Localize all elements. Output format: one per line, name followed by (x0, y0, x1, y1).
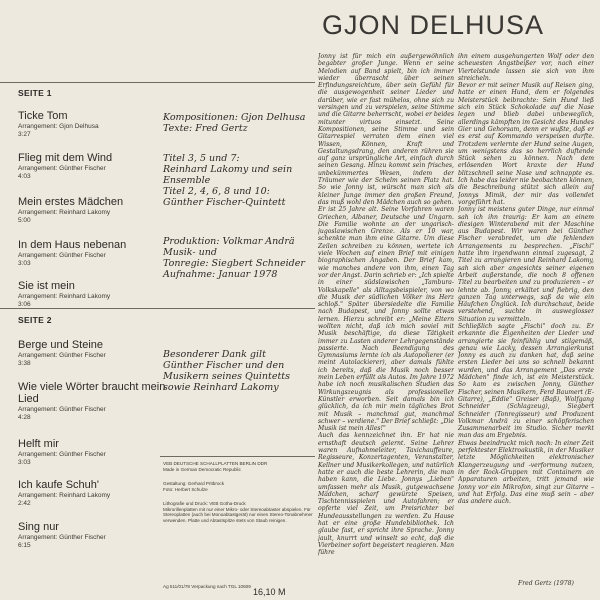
track-duration: 6:15 (18, 542, 31, 549)
recording-date: Aufnahme: Januar 1978 (163, 269, 278, 280)
artist-title: GJON DELHUSA (322, 10, 545, 40)
liner-signature: Fred Gertz (1978) (518, 580, 574, 587)
track-title: In dem Haus nebenan (18, 239, 127, 251)
track-title: Flieg mit dem Wind (18, 152, 113, 164)
liner-paragraph: Er ist 25 Jahre alt. Seine Vorfahren waren Griechen, Albaner, Deutsche und Ungarn. Die Familie wohnte an der ungarisch-jugoslawischen Grenze. Als er 10 war, schenkte man ihm eine Gitarre. Um diese Zeilen schreiben zu können, wertete ich viele Wochen auf einen Brief mit einigen biographischen Angaben. Der Brief kam, wie manches andere von ihm, einen Tag vor der Angst. Darin schrieb er: „Ich spielte in einer südslawischen „Tambura-Volkskapelle" als Alltagsbeispieler, von wo die Musik der südlichen Völker ins Herz schloß." Später übersiedelte die Familie nach Budapest, und Jonny sollte etwas lernen. Hierzu schreibt er: „Meine Eltern wollten nicht, daß ich mich soviel mit Musik beschäftige, da diese Tätigkeit immer zu Lasten anderer Lehrgegenstände passierte. Nach Beendigung des Gymnasiums lernte ich als Autopolierer (er meint Autolackierer), aber damals fühlte ich bereits, daß die Musik noch besser mein Leben erfüllt als Autos. Im Jahre 1972 habe ich noch musikalischen Studien das Wirkungszeugnis als professioneller Künstler erworben. Seit damals bin ich glücklich, da ich mir mein tägliches Brot mit Musik – manchmal gut, manchmal schwer – verdiene." Der Brief schließt: „Die Musik ist mein Alles!" (318, 206, 454, 433)
sound-engineer: Tonregie: Siegbert Schneider (163, 258, 305, 269)
track-arranger: Arrangement: Reinhard Lakomy (18, 293, 111, 300)
track-duration: 5:00 (18, 217, 31, 224)
divider-top (0, 82, 315, 83)
special-thanks: Besonderer Dank gilt Günther Fischer und den Musikern seines Quintetts sowie Reinhard Lakomy (163, 349, 291, 393)
track-arranger: Arrangement: Günther Fischer (18, 406, 106, 413)
track-arranger: Arrangement: Gjon Delhusa (18, 123, 99, 130)
track-duration: 4:03 (18, 173, 31, 180)
track-duration: 3:03 (18, 260, 31, 267)
track-item (18, 196, 163, 225)
track-item (18, 280, 163, 309)
track-item (18, 152, 163, 181)
titles-a-artist: Reinhard Lakomy und sein Ensemble (163, 164, 293, 186)
track-item (18, 438, 163, 467)
liner-notes-column-1 (318, 53, 454, 598)
track-duration: 3:38 (18, 360, 31, 367)
track-title: Berge und Steine (18, 339, 104, 351)
track-title: Wie viele Wörter braucht mein Lied (18, 381, 166, 405)
track-arranger: Arrangement: Reinhard Lakomy (18, 209, 111, 216)
photo-credit: Foto: Herbert Schulze (163, 486, 208, 492)
catalog-number: Ag 511/01/78 Verpackung nach TGL 10609 (163, 584, 251, 589)
side-2-label: SEITE 2 (18, 315, 52, 325)
printer-credit: Lithografie und Druck: VEB Gotha-Druck (163, 501, 246, 506)
track-arranger: Arrangement: Günther Fischer (18, 352, 106, 359)
track-arranger: Arrangement: Günther Fischer (18, 165, 106, 172)
music-direction: Musik- und (163, 247, 217, 258)
track-item (18, 381, 168, 422)
track-arranger: Arrangement: Günther Fischer (18, 534, 106, 541)
track-title: Sie ist mein (18, 280, 75, 292)
printing-info (163, 501, 313, 523)
liner-paragraph: Auch das kennzeichnet ihn. Er hat nie ernsthaft deutsch gelernt. Seine Lehrer waren Aufnahmeleiter, Taxichauffeure, Regisseure, Konzertagenten, Veranstalter, Kellner und Musikerkollegen, und natürlich hatte er auch die beste Lehrerin, die man haben kann, die Liebe. Jonnys „Lieben" umfassen mehr als Musik, gutgewachsene Mädchen, scharf gewürzte Speisen, Tischtennisspielen und Autofahren; er opferte viel Zeit, um Preisrichter bei Hundeausstellungen zu werden. Zu Hause hat er eine große Hundebibliothek. Ich glaube fast, er spricht ihre Sprache. Jonny jault, knurrt und winselt so echt, daß die Vierbeiner sofort begeistert reagieren. Man führe (318, 432, 454, 557)
track-arranger: Arrangement: Günther Fischer (18, 451, 106, 458)
track-item (18, 339, 163, 368)
track-duration: 3:06 (18, 301, 31, 308)
track-duration: 4:28 (18, 414, 31, 421)
playback-note: Mikrorillenplatten mit nur einer Mikro- oder Stereoabtaster abspielen. Für Stereoplatten (auch bei Monoabtastgerät) nur einen Stereo-Tonabnehmer verwenden. Platte und Abtastspitze stets von Staub reinigen. (163, 506, 313, 523)
composition-credits (163, 112, 313, 134)
producer-credit: Produktion: Volkmar Andrä (163, 236, 295, 247)
track-title: Mein erstes Mädchen (18, 196, 124, 208)
track-title: Helft mir (18, 438, 59, 450)
production-credits (163, 236, 313, 280)
label-imprint (163, 461, 313, 472)
titles-b-label: Titel 2, 4, 6, 8 und 10: (163, 186, 270, 197)
track-item (18, 110, 163, 139)
liner-paragraph: Bevor er mit seiner Musik auf Reisen ging, hatte er einen Hund, dem er folgendes Meisterstück beibrachte: Sein Hund ließ sich ein Stück Schokolade auf die Nase legen und blieb dabei unbeweglich, allerdings kämpften im Gesicht des Hundes Gier und Gehorsam, denn er wußte, daß er es erst auf Kommando verspeisen durfte. Trotzdem verlernte der Hund seine Augen, um wenigstens das so herrlich duftende Stück sehen zu können. Nach dem erlösenden Wort kraxte der Hund blitzschnell seine Nase und schnappte es. Ich habe das leider nie beobachten können, die Beschreibung stützt sich allein auf Jonnys Mimik, der mir das vollendet vorgeführt hat. (458, 82, 594, 206)
design-credits (163, 481, 313, 492)
liner-paragraph: Etwas beeindruckt mich noch: In einer Zeit perfektester Elektroakustik, in der Musiker letzte Möglichkeiten elektronischer Klangerzeugung und -verformung nutzen, in der Rock-Gruppen mit Containern an Apparaturen arbeiten, tritt jemand wie Jonny vor ein Mikrofon, singt zur Gitarre – und hat Erfolg. Das eine muß sein – aber das andere auch. (458, 439, 594, 506)
design-credit: Gestaltung: Gerhard Pritbrock (163, 481, 225, 486)
divider-bottom (160, 456, 315, 457)
made-in: Made in German Democratic Republic (163, 466, 241, 472)
track-title: Sing nur (18, 521, 59, 533)
ensemble-credits (163, 153, 313, 208)
liner-paragraph: ihn einem ausgehungerten Wolf oder den scheuesten Angstbeißer vor, nach einer Viertelstunde lassen sie sich von ihm streicheln. (458, 53, 594, 82)
titles-a-label: Titel 3, 5 und 7: (163, 153, 240, 164)
composer-credit: Kompositionen: Gjon Delhusa (163, 112, 306, 123)
track-title: Ticke Tom (18, 110, 68, 122)
liner-paragraph: Jonny ist meistens guter Dinge, nur einmal sah ich ihn traurig: Er kam an einem diesigen Winterabend mit der Maschine aus Budapest. Wir waren bei Günther Fischer verabredet, um die fehlenden Arrangements zu besprechen. „Fischi" hatte ihm irgendwann einmal zugesagt, 2 Titel zu arrangieren und Reinhard Lakomy, sah sich aber angesichts seiner eigenen Arbeit außerstande, die noch 8 offenen Titel zu bearbeiten und zu produzieren – er lehnte ab. Jonny, erkältet und fiebrig, den ganzen Tag unterwegs, saß da wie ein Häufchen Unglück. Ich durchschaut, beide verstehend, suchte in ausweglosser Situation zu vermitteln. (458, 206, 594, 323)
track-arranger: Arrangement: Reinhard Lakomy (18, 492, 111, 499)
track-duration: 3:03 (18, 459, 31, 466)
liner-notes-column-2 (458, 53, 594, 575)
titles-b-artist: Günther Fischer-Quintett (163, 197, 286, 208)
track-item (18, 479, 163, 508)
track-arranger: Arrangement: Günther Fischer (18, 252, 106, 259)
track-duration: 3:27 (18, 131, 31, 138)
track-duration: 2:42 (18, 500, 31, 507)
track-item (18, 239, 163, 268)
record-company: VEB DEUTSCHE SCHALLPLATTEN BERLIN DDR (163, 461, 268, 466)
liner-paragraph: Jonny ist für mich ein außergewöhnlich begabter großer Junge. Wenn er seine Melodien auf Band spielt, bin ich immer wieder überrascht über seinen Erfindungsreichtum, über sein Gefühl für die ausgewogenheit seiner Lieder und darüber, wie er fast mühelos, ohne sich zu versingen und zu verspielen, seine Stimme und die Gitarre beherrscht, wobei er beides mitunter virtuos einsetzt. Seine Kompositionen, seine Stimme und sein Gitarrespiel verraten dem einen viel Wissen, Können, Kraft und Gestaltungsdrang, den anderen rühren sie auf ganz ursprüngliche Art, einfach durch seinen Gesang. Hinzu kommt sein frisches, unbekümmertes Wesen, indem der Träumer wie der Schelm seinen Platz hat. So wie Jonny ist, würscht man sich als kleiner Junge immer den großen Freund, das muß wohl den Mädchen auch so gehen. (318, 53, 454, 206)
lyricist-credit: Texte: Fred Gertz (163, 123, 248, 134)
side-1-label: SEITE 1 (18, 88, 52, 98)
track-item (18, 521, 163, 550)
track-title: Ich kaufe Schuh' (18, 479, 99, 491)
liner-paragraph: Schließlich sagte „Fischi" doch zu. Er erkannte die Eigenheiten der Lieder und arrangierte sie feinfühlig und stilgemäß, genau wie Lacky, dessen Arrangierkunst Jonny es auch zu danken hat, daß seine ersten Lieder bei uns so schnell bekannt wurden, und das Arrangement „Das erste Mädchen" finde ich, ist ein Meisterstück. So kam es zwischen Jonny, Günther Fischer, seinen Musikern, Ferd Baumert (E-Gitarre), „Eddie" Greiser (Baß), Wolfgang Schneider (Schlagzeug), Siegbert Schneider (Tonregisseur) und Produzent Volkmar Andrä zu einer schöpferischen Zusammenarbeit im Studio. Sicher merkt man das am Ergebnis. (458, 322, 594, 440)
price: 16,10 M (253, 587, 286, 597)
